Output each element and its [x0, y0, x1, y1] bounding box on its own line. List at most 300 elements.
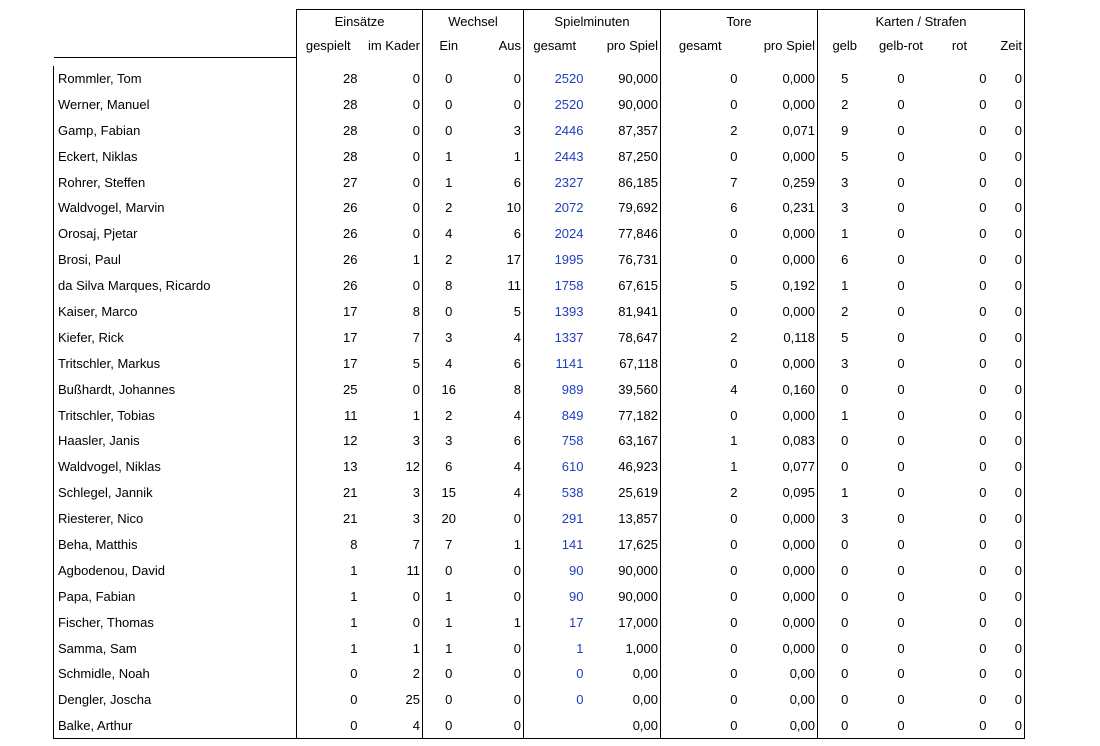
cell-im-kader: 8	[360, 299, 423, 325]
cell-ein: 1	[445, 588, 453, 604]
cell-minuten-gesamt: 989	[561, 381, 584, 397]
cell-rot: 0	[979, 303, 987, 319]
cell-gelb: 1	[841, 407, 849, 423]
player-rows	[54, 58, 1025, 739]
cell-im-kader: 0	[360, 143, 423, 169]
cell-gespielt: 0	[297, 661, 360, 687]
player-name: Samma, Sam	[54, 635, 297, 661]
cell-minuten-pro-spiel: 13,857	[586, 506, 661, 532]
cell-ein: 0	[445, 666, 453, 682]
cell-aus: 4	[475, 480, 524, 506]
cell-gelb-rot: 0	[897, 459, 905, 475]
cell-im-kader: 0	[360, 117, 423, 143]
cell-aus: 1	[475, 143, 524, 169]
group-header-row	[54, 10, 1025, 34]
cell-rot: 0	[979, 381, 987, 397]
cell-im-kader: 1	[360, 247, 423, 273]
cell-minuten-gesamt: 90	[569, 588, 584, 604]
cell-ein: 3	[445, 433, 453, 449]
cell-minuten-pro-spiel: 76,731	[586, 247, 661, 273]
cell-minuten-pro-spiel: 67,615	[586, 273, 661, 299]
cell-gelb-rot: 0	[897, 122, 905, 138]
player-name: Balke, Arthur	[54, 713, 297, 739]
header-name-blank	[54, 10, 297, 34]
cell-gespielt: 13	[297, 454, 360, 480]
cell-minuten-pro-spiel: 79,692	[586, 195, 661, 221]
cell-gelb: 3	[841, 174, 849, 190]
cell-gespielt: 1	[297, 557, 360, 583]
cell-tore-pro-spiel: 0,095	[740, 480, 818, 506]
cell-zeit: 0	[989, 221, 1025, 247]
cell-zeit: 0	[989, 273, 1025, 299]
group-tore: Tore	[661, 10, 818, 34]
cell-im-kader: 7	[360, 532, 423, 558]
subheader-ein: Ein	[423, 34, 475, 58]
cell-zeit: 0	[989, 376, 1025, 402]
cell-minuten-gesamt: 2443	[554, 148, 584, 164]
cell-tore-gesamt: 1	[730, 459, 738, 475]
cell-tore-gesamt: 0	[730, 70, 738, 86]
cell-gelb: 1	[841, 226, 849, 242]
cell-gelb: 1	[841, 485, 849, 501]
table-row	[54, 324, 1025, 350]
cell-aus: 0	[475, 687, 524, 713]
cell-gespielt: 17	[297, 299, 360, 325]
cell-zeit: 0	[989, 169, 1025, 195]
header-name-blank-2	[54, 34, 297, 58]
cell-tore-pro-spiel: 0,000	[740, 506, 818, 532]
player-name: Papa, Fabian	[54, 583, 297, 609]
cell-tore-pro-spiel: 0,071	[740, 117, 818, 143]
cell-tore-gesamt: 0	[730, 588, 738, 604]
cell-tore-pro-spiel: 0,00	[740, 661, 818, 687]
cell-aus: 8	[475, 376, 524, 402]
cell-minuten-pro-spiel: 86,185	[586, 169, 661, 195]
cell-ein: 1	[445, 148, 453, 164]
cell-minuten-pro-spiel: 1,000	[586, 635, 661, 661]
cell-aus: 4	[475, 454, 524, 480]
cell-ein: 2	[445, 252, 453, 268]
cell-im-kader: 1	[360, 402, 423, 428]
cell-ein: 4	[445, 355, 453, 371]
cell-tore-pro-spiel: 0,000	[740, 221, 818, 247]
cell-gelb-rot: 0	[897, 303, 905, 319]
cell-gelb: 5	[841, 329, 849, 345]
cell-tore-gesamt: 0	[730, 407, 738, 423]
cell-im-kader: 0	[360, 91, 423, 117]
cell-minuten-gesamt: 1995	[554, 252, 584, 268]
cell-gespielt: 17	[297, 324, 360, 350]
cell-im-kader: 0	[360, 609, 423, 635]
cell-tore-gesamt: 0	[730, 536, 738, 552]
cell-gelb-rot: 0	[897, 148, 905, 164]
subheader-tore-gesamt: gesamt	[661, 34, 740, 58]
subheader-minuten-gesamt: gesamt	[524, 34, 586, 58]
cell-aus: 17	[475, 247, 524, 273]
player-stats-table	[53, 9, 1025, 739]
table-row	[54, 480, 1025, 506]
cell-im-kader: 3	[360, 506, 423, 532]
cell-gelb-rot: 0	[897, 485, 905, 501]
cell-tore-gesamt: 0	[730, 640, 738, 656]
subheader-gelb-rot: gelb-rot	[878, 38, 924, 53]
cell-minuten-pro-spiel: 90,000	[586, 66, 661, 92]
cell-gelb-rot: 0	[897, 614, 905, 630]
cell-tore-gesamt: 0	[730, 614, 738, 630]
cell-gelb: 2	[841, 96, 849, 112]
cell-gelb: 0	[841, 666, 849, 682]
cell-gelb: 0	[818, 713, 872, 739]
cell-aus: 0	[475, 635, 524, 661]
cell-tore-pro-spiel: 0,000	[740, 609, 818, 635]
table-row	[54, 350, 1025, 376]
cell-zeit: 0	[989, 117, 1025, 143]
cell-tore-gesamt: 6	[730, 200, 738, 216]
cell-minuten-pro-spiel: 77,182	[586, 402, 661, 428]
cell-zeit: 0	[989, 713, 1025, 739]
player-name: Kiefer, Rick	[54, 324, 297, 350]
cell-zeit: 0	[989, 583, 1025, 609]
cell-aus: 4	[475, 402, 524, 428]
cell-tore-gesamt: 0	[730, 692, 738, 708]
cell-minuten-gesamt: 2024	[554, 226, 584, 242]
cell-minuten-gesamt: 2327	[554, 174, 584, 190]
table-row	[54, 713, 1025, 739]
cell-gelb-rot: 0	[897, 511, 905, 527]
cell-gelb: 0	[841, 614, 849, 630]
cell-zeit: 0	[989, 247, 1025, 273]
cell-gelb-rot: 0	[897, 355, 905, 371]
player-name: Gamp, Fabian	[54, 117, 297, 143]
cell-minuten-pro-spiel: 17,625	[586, 532, 661, 558]
cell-im-kader: 7	[360, 324, 423, 350]
cell-minuten-pro-spiel: 78,647	[586, 324, 661, 350]
cell-im-kader: 5	[360, 350, 423, 376]
player-name: Eckert, Niklas	[54, 143, 297, 169]
cell-aus: 1	[475, 532, 524, 558]
cell-tore-gesamt: 4	[730, 381, 738, 397]
cell-minuten-pro-spiel: 0,00	[586, 661, 661, 687]
cell-tore-pro-spiel: 0,000	[740, 402, 818, 428]
cell-rot: 0	[979, 252, 987, 268]
cell-tore-pro-spiel: 0,000	[740, 532, 818, 558]
cell-im-kader: 3	[360, 428, 423, 454]
cell-ein: 0	[445, 303, 453, 319]
cell-minuten-gesamt: 0	[576, 666, 584, 682]
table-row	[54, 454, 1025, 480]
cell-tore-gesamt: 0	[730, 355, 738, 371]
cell-aus: 0	[475, 66, 524, 92]
cell-gespielt: 8	[297, 532, 360, 558]
cell-aus: 0	[475, 713, 524, 739]
cell-zeit: 0	[989, 299, 1025, 325]
table-row	[54, 169, 1025, 195]
group-karten-strafen: Karten / Strafen	[818, 10, 1025, 34]
cell-rot: 0	[979, 278, 987, 294]
cell-gespielt: 11	[297, 402, 360, 428]
table-row	[54, 661, 1025, 687]
cell-tore-gesamt: 0	[661, 713, 740, 739]
player-name: Waldvogel, Niklas	[54, 454, 297, 480]
cell-gespielt: 21	[297, 480, 360, 506]
cell-rot: 0	[979, 459, 987, 475]
cell-gespielt: 12	[297, 428, 360, 454]
cell-minuten-pro-spiel: 90,000	[586, 557, 661, 583]
cell-im-kader: 0	[360, 376, 423, 402]
cell-gespielt: 26	[297, 247, 360, 273]
cell-tore-pro-spiel: 0,118	[740, 324, 818, 350]
table-row	[54, 247, 1025, 273]
table-row	[54, 91, 1025, 117]
cell-tore-pro-spiel: 0,000	[740, 557, 818, 583]
cell-zeit: 0	[989, 661, 1025, 687]
cell-ein: 16	[441, 381, 456, 397]
player-name: Haasler, Janis	[54, 428, 297, 454]
cell-tore-pro-spiel: 0,000	[740, 247, 818, 273]
cell-im-kader: 0	[360, 221, 423, 247]
player-name: Orosaj, Pjetar	[54, 221, 297, 247]
cell-zeit: 0	[989, 635, 1025, 661]
cell-gelb: 1	[841, 278, 849, 294]
player-name: Bußhardt, Johannes	[54, 376, 297, 402]
cell-aus: 0	[475, 506, 524, 532]
cell-minuten-pro-spiel: 87,357	[586, 117, 661, 143]
cell-im-kader: 4	[360, 713, 423, 739]
cell-im-kader: 3	[360, 480, 423, 506]
cell-minuten-gesamt: 758	[561, 433, 584, 449]
cell-ein: 0	[445, 96, 453, 112]
cell-gelb: 0	[841, 640, 849, 656]
cell-gelb: 0	[841, 692, 849, 708]
sub-header-row	[54, 34, 1025, 58]
cell-im-kader: 0	[360, 66, 423, 92]
cell-minuten-gesamt: 1758	[554, 278, 584, 294]
cell-minuten-pro-spiel: 87,250	[586, 143, 661, 169]
cell-rot: 0	[979, 640, 987, 656]
cell-rot: 0	[979, 329, 987, 345]
table-row	[54, 143, 1025, 169]
cell-aus: 6	[475, 221, 524, 247]
cell-ein: 2	[445, 200, 453, 216]
cell-minuten-gesamt: 2520	[554, 96, 584, 112]
cell-im-kader: 11	[360, 557, 423, 583]
cell-tore-gesamt: 7	[730, 174, 738, 190]
cell-minuten-gesamt: 2520	[554, 70, 584, 86]
cell-ein: 1	[445, 640, 453, 656]
cell-gelb-rot: 0	[872, 713, 931, 739]
table-row	[54, 532, 1025, 558]
player-name: Fischer, Thomas	[54, 609, 297, 635]
cell-aus: 3	[475, 117, 524, 143]
cell-gespielt: 17	[297, 350, 360, 376]
table-row	[54, 299, 1025, 325]
cell-ein: 6	[445, 459, 453, 475]
subheader-rot: rot	[951, 38, 968, 53]
cell-gelb: 3	[841, 355, 849, 371]
cell-rot: 0	[979, 692, 987, 708]
cell-tore-gesamt: 2	[730, 122, 738, 138]
cell-tore-pro-spiel: 0,231	[740, 195, 818, 221]
cell-gelb: 0	[841, 381, 849, 397]
cell-ein: 20	[441, 511, 456, 527]
table-row	[54, 195, 1025, 221]
cell-ein: 0	[445, 122, 453, 138]
cell-tore-gesamt: 0	[730, 562, 738, 578]
cell-zeit: 0	[989, 350, 1025, 376]
cell-zeit: 0	[989, 557, 1025, 583]
player-name: Dengler, Joscha	[54, 687, 297, 713]
subheader-im-kader: im Kader	[367, 38, 420, 53]
cell-rot: 0	[979, 407, 987, 423]
cell-zeit: 0	[989, 91, 1025, 117]
cell-gelb: 3	[841, 511, 849, 527]
cell-tore-gesamt: 0	[730, 226, 738, 242]
cell-gelb-rot: 0	[897, 640, 905, 656]
cell-ein: 0	[445, 562, 453, 578]
cell-im-kader: 0	[360, 195, 423, 221]
cell-gespielt: 28	[297, 117, 360, 143]
cell-im-kader: 0	[360, 583, 423, 609]
subheader-aus: Aus	[498, 38, 521, 53]
cell-tore-pro-spiel: 0,000	[740, 299, 818, 325]
cell-gelb-rot: 0	[897, 70, 905, 86]
cell-tore-pro-spiel: 0,259	[740, 169, 818, 195]
cell-gelb: 5	[841, 70, 849, 86]
cell-tore-gesamt: 2	[730, 329, 738, 345]
cell-minuten-gesamt: 1337	[554, 329, 584, 345]
cell-ein: 4	[445, 226, 453, 242]
cell-zeit: 0	[989, 687, 1025, 713]
cell-zeit: 0	[989, 480, 1025, 506]
cell-minuten-pro-spiel: 46,923	[586, 454, 661, 480]
cell-minuten-pro-spiel: 77,846	[586, 221, 661, 247]
cell-zeit: 0	[989, 609, 1025, 635]
cell-minuten-gesamt: 90	[569, 562, 584, 578]
subheader-zeit: Zeit	[989, 34, 1025, 58]
player-name: Brosi, Paul	[54, 247, 297, 273]
cell-gelb-rot: 0	[897, 226, 905, 242]
cell-gelb-rot: 0	[897, 252, 905, 268]
cell-tore-pro-spiel: 0,077	[740, 454, 818, 480]
player-name: Tritschler, Markus	[54, 350, 297, 376]
table-row	[54, 635, 1025, 661]
table-row	[54, 609, 1025, 635]
cell-tore-pro-spiel: 0,083	[740, 428, 818, 454]
cell-rot: 0	[979, 562, 987, 578]
player-name: Waldvogel, Marvin	[54, 195, 297, 221]
cell-minuten-pro-spiel: 63,167	[586, 428, 661, 454]
cell-ein: 1	[445, 614, 453, 630]
cell-minuten-pro-spiel: 0,00	[586, 713, 661, 739]
cell-aus: 0	[475, 661, 524, 687]
cell-aus: 1	[475, 609, 524, 635]
cell-rot: 0	[931, 713, 989, 739]
player-name: Tritschler, Tobias	[54, 402, 297, 428]
cell-im-kader: 1	[360, 635, 423, 661]
cell-gelb-rot: 0	[897, 96, 905, 112]
subheader-gelb: gelb	[818, 34, 872, 58]
cell-zeit: 0	[989, 506, 1025, 532]
cell-gelb: 0	[841, 433, 849, 449]
cell-aus: 0	[475, 583, 524, 609]
cell-tore-pro-spiel: 0,000	[740, 583, 818, 609]
cell-im-kader: 2	[360, 661, 423, 687]
cell-minuten-gesamt: 1	[576, 640, 584, 656]
cell-gelb: 9	[841, 122, 849, 138]
cell-aus: 6	[475, 169, 524, 195]
table-row	[54, 506, 1025, 532]
cell-ein: 1	[445, 174, 453, 190]
cell-aus: 6	[475, 350, 524, 376]
table-row	[54, 557, 1025, 583]
cell-gelb-rot: 0	[897, 381, 905, 397]
cell-gelb-rot: 0	[897, 174, 905, 190]
cell-tore-gesamt: 0	[730, 511, 738, 527]
cell-tore-gesamt: 0	[730, 96, 738, 112]
cell-minuten-pro-spiel: 25,619	[586, 480, 661, 506]
cell-gelb: 0	[841, 459, 849, 475]
cell-gespielt: 28	[297, 143, 360, 169]
cell-minuten-gesamt: 538	[561, 485, 584, 501]
player-name: Schmidle, Noah	[54, 661, 297, 687]
subheader-gespielt: gespielt	[297, 34, 360, 58]
cell-gespielt: 26	[297, 195, 360, 221]
cell-zeit: 0	[989, 66, 1025, 92]
cell-ein: 2	[445, 407, 453, 423]
cell-minuten-gesamt: 610	[561, 459, 584, 475]
cell-tore-gesamt: 1	[730, 433, 738, 449]
header-spacer	[54, 58, 1025, 66]
cell-zeit: 0	[989, 454, 1025, 480]
cell-rot: 0	[979, 485, 987, 501]
cell-tore-gesamt: 5	[730, 278, 738, 294]
cell-rot: 0	[979, 200, 987, 216]
cell-gelb-rot: 0	[897, 692, 905, 708]
cell-gelb: 6	[841, 252, 849, 268]
cell-gespielt: 0	[297, 687, 360, 713]
cell-minuten-pro-spiel: 67,118	[586, 350, 661, 376]
table-row	[54, 402, 1025, 428]
cell-gespielt: 1	[297, 583, 360, 609]
player-name: Werner, Manuel	[54, 91, 297, 117]
cell-gelb: 5	[841, 148, 849, 164]
table-row	[54, 583, 1025, 609]
player-name: Rohrer, Steffen	[54, 169, 297, 195]
cell-minuten-pro-spiel: 17,000	[586, 609, 661, 635]
cell-rot: 0	[979, 433, 987, 449]
cell-minuten-gesamt: 17	[569, 614, 584, 630]
cell-aus: 4	[475, 324, 524, 350]
cell-zeit: 0	[989, 195, 1025, 221]
cell-minuten-gesamt: 849	[561, 407, 584, 423]
cell-aus: 5	[475, 299, 524, 325]
player-name: da Silva Marques, Ricardo	[54, 273, 297, 299]
cell-zeit: 0	[989, 143, 1025, 169]
cell-tore-gesamt: 0	[730, 252, 738, 268]
cell-tore-gesamt: 2	[730, 485, 738, 501]
cell-tore-pro-spiel: 0,00	[740, 687, 818, 713]
table-row	[54, 428, 1025, 454]
cell-gelb: 0	[841, 588, 849, 604]
player-name: Agbodenou, David	[54, 557, 297, 583]
cell-im-kader: 0	[360, 273, 423, 299]
cell-gelb-rot: 0	[897, 278, 905, 294]
player-name: Beha, Matthis	[54, 532, 297, 558]
cell-gelb-rot: 0	[897, 200, 905, 216]
group-wechsel: Wechsel	[423, 10, 524, 34]
cell-rot: 0	[979, 666, 987, 682]
subheader-minuten-pro-spiel: pro Spiel	[606, 38, 658, 53]
